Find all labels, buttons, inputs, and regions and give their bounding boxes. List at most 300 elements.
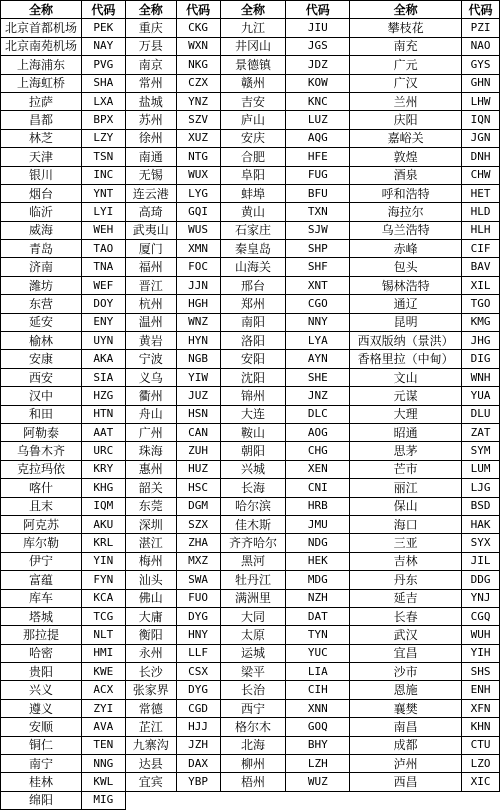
airport-name-cell: 包头 [350, 258, 462, 276]
table-row [1, 56, 500, 74]
airport-code-cell: AKU [81, 515, 125, 533]
airport-code-cell: XUZ [176, 129, 220, 147]
airport-name-cell: 保山 [350, 497, 462, 515]
airport-name-cell: 丽江 [350, 479, 462, 497]
airport-name-cell: 无锡 [125, 166, 176, 184]
airport-code-cell: WNZ [176, 313, 220, 331]
airport-name-cell: 广汉 [350, 74, 462, 92]
airport-code-cell: KRY [81, 460, 125, 478]
airport-code-cell: SZX [176, 515, 220, 533]
airport-code-cell: FOC [176, 258, 220, 276]
airport-code-cell: YBP [176, 773, 220, 791]
airport-name-cell: 思茅 [350, 442, 462, 460]
airport-name-cell: 晋江 [125, 276, 176, 294]
airport-name-cell: 杭州 [125, 295, 176, 313]
table-row [1, 148, 500, 166]
airport-code-cell: DOY [81, 295, 125, 313]
airport-name-cell: 南阳 [220, 313, 286, 331]
airport-name-cell: 桂林 [1, 773, 82, 791]
airport-name-cell: 襄樊 [350, 699, 462, 717]
airport-code-cell: AAT [81, 423, 125, 441]
airport-name-cell: 安阳 [220, 350, 286, 368]
airport-code-cell: DNH [462, 148, 500, 166]
airport-code-cell: TAO [81, 240, 125, 258]
airport-code-cell: ACX [81, 681, 125, 699]
empty-cell [125, 791, 176, 809]
airport-code-cell: CZX [176, 74, 220, 92]
airport-code-cell: SHA [81, 74, 125, 92]
airport-name-cell: 赤峰 [350, 240, 462, 258]
airport-code-cell: WNH [462, 368, 500, 386]
airport-code-cell: KWL [81, 773, 125, 791]
airport-code-cell: KRL [81, 534, 125, 552]
airport-name-cell: 张家界 [125, 681, 176, 699]
header-code: 代码 [462, 1, 500, 19]
airport-code-cell: WUH [462, 626, 500, 644]
airport-code-cell: LIA [286, 663, 350, 681]
airport-code-cell: FUG [286, 166, 350, 184]
airport-code-cell: JDZ [286, 56, 350, 74]
airport-code-cell: XMN [176, 240, 220, 258]
airport-name-cell: 黄山 [220, 203, 286, 221]
airport-name-cell: 西宁 [220, 699, 286, 717]
airport-name-cell: 南充 [350, 37, 462, 55]
table-row [1, 791, 500, 809]
table-row [1, 497, 500, 515]
table-row [1, 589, 500, 607]
airport-name-cell: 青岛 [1, 240, 82, 258]
airport-code-cell: AYN [286, 350, 350, 368]
airport-name-cell: 山海关 [220, 258, 286, 276]
table-row [1, 221, 500, 239]
airport-code-cell: MXZ [176, 552, 220, 570]
airport-name-cell: 西安 [1, 368, 82, 386]
airport-name-cell: 高琦 [125, 203, 176, 221]
airport-code-cell: LYI [81, 203, 125, 221]
airport-code-cell: TYN [286, 626, 350, 644]
airport-name-cell: 沈阳 [220, 368, 286, 386]
airport-code-cell: AVA [81, 718, 125, 736]
airport-name-cell: 牡丹江 [220, 571, 286, 589]
airport-name-cell: 南京 [125, 56, 176, 74]
airport-name-cell: 武汉 [350, 626, 462, 644]
airport-code-cell: YUC [286, 644, 350, 662]
airport-code-cell: XNN [286, 699, 350, 717]
airport-name-cell: 惠州 [125, 460, 176, 478]
airport-name-cell: 柳州 [220, 755, 286, 773]
airport-name-cell: 拉萨 [1, 92, 82, 110]
airport-code-cell: SHE [286, 368, 350, 386]
airport-code-cell: GQI [176, 203, 220, 221]
airport-code-cell: JUZ [176, 387, 220, 405]
header-row [1, 1, 500, 19]
airport-code-cell: TEN [81, 736, 125, 754]
airport-code-cell: JJN [176, 276, 220, 294]
airport-name-cell: 且末 [1, 497, 82, 515]
airport-code-cell: WXN [176, 37, 220, 55]
airport-code-cell: LUM [462, 460, 500, 478]
airport-code-cell: TNA [81, 258, 125, 276]
airport-code-cell: CNI [286, 479, 350, 497]
airport-name-cell: 锦州 [220, 387, 286, 405]
airport-name-cell: 乌鲁木齐 [1, 442, 82, 460]
airport-code-cell: LZY [81, 129, 125, 147]
airport-name-cell: 衡阳 [125, 626, 176, 644]
airport-code-cell: GOQ [286, 718, 350, 736]
header-code: 代码 [176, 1, 220, 19]
airport-name-cell: 吉林 [350, 552, 462, 570]
table-row [1, 387, 500, 405]
airport-name-cell: 黑河 [220, 552, 286, 570]
airport-code-cell: SYX [462, 534, 500, 552]
airport-name-cell: 文山 [350, 368, 462, 386]
airport-name-cell: 长海 [220, 479, 286, 497]
airport-name-cell: 芒市 [350, 460, 462, 478]
airport-code-cell: ENH [462, 681, 500, 699]
airport-code-cell: CIH [286, 681, 350, 699]
airport-code-cell: LXA [81, 92, 125, 110]
airport-code-cell: JMU [286, 515, 350, 533]
airport-code-cell: CHW [462, 166, 500, 184]
airport-name-cell: 天津 [1, 148, 82, 166]
airport-name-cell: 蚌埠 [220, 184, 286, 202]
airport-name-cell: 格尔木 [220, 718, 286, 736]
airport-code-cell: XIC [462, 773, 500, 791]
airport-code-cell: HMI [81, 644, 125, 662]
airport-code-cell: KMG [462, 313, 500, 331]
airport-code-cell: CKG [176, 19, 220, 37]
airport-code-cell: ZUH [176, 442, 220, 460]
airport-code-cell: DLC [286, 405, 350, 423]
airport-code-cell: DLU [462, 405, 500, 423]
empty-cell [350, 791, 462, 809]
table-row [1, 92, 500, 110]
airport-code-cell: DGM [176, 497, 220, 515]
airport-name-cell: 济南 [1, 258, 82, 276]
airport-name-cell: 银川 [1, 166, 82, 184]
airport-code-cell: NAY [81, 37, 125, 55]
airport-name-cell: 大理 [350, 405, 462, 423]
airport-code-cell: ZAT [462, 423, 500, 441]
airport-name-cell: 东营 [1, 295, 82, 313]
airport-name-cell: 秦皇岛 [220, 240, 286, 258]
airport-code-cell: WEF [81, 276, 125, 294]
table-row [1, 368, 500, 386]
airport-name-cell: 锡林浩特 [350, 276, 462, 294]
airport-name-cell: 铜仁 [1, 736, 82, 754]
airport-code-cell: LYA [286, 332, 350, 350]
airport-code-cell: AOG [286, 423, 350, 441]
airport-code-cell: ZYI [81, 699, 125, 717]
airport-name-cell: 哈尔滨 [220, 497, 286, 515]
airport-name-cell: 武夷山 [125, 221, 176, 239]
airport-name-cell: 榆林 [1, 332, 82, 350]
airport-code-cell: HRB [286, 497, 350, 515]
airport-name-cell: 赣州 [220, 74, 286, 92]
airport-code-cell: NNY [286, 313, 350, 331]
airport-name-cell: 攀枝花 [350, 19, 462, 37]
airport-name-cell: 富蕴 [1, 571, 82, 589]
airport-name-cell: 兴城 [220, 460, 286, 478]
airport-code-cell: HLD [462, 203, 500, 221]
airport-code-cell: BPX [81, 111, 125, 129]
table-row [1, 423, 500, 441]
airport-name-cell: 长治 [220, 681, 286, 699]
airport-name-cell: 福州 [125, 258, 176, 276]
airport-code-cell: HAK [462, 515, 500, 533]
airport-name-cell: 梁平 [220, 663, 286, 681]
airport-name-cell: 汉中 [1, 387, 82, 405]
airport-code-cell: WEH [81, 221, 125, 239]
airport-name-cell: 潍坊 [1, 276, 82, 294]
airport-name-cell: 九寨沟 [125, 736, 176, 754]
table-row [1, 332, 500, 350]
airport-code-cell: TXN [286, 203, 350, 221]
airport-name-cell: 大庸 [125, 607, 176, 625]
airport-code-cell: KOW [286, 74, 350, 92]
airport-code-cell: CTU [462, 736, 500, 754]
airport-name-cell: 塔城 [1, 607, 82, 625]
airport-code-cell: KHN [462, 718, 500, 736]
airport-code-cell: YNJ [462, 589, 500, 607]
airport-code-cell: MDG [286, 571, 350, 589]
airport-name-cell: 喀什 [1, 479, 82, 497]
airport-name-cell: 西昌 [350, 773, 462, 791]
airport-code-cell: NLT [81, 626, 125, 644]
empty-cell [220, 791, 286, 809]
airport-code-cell: LLF [176, 644, 220, 662]
table-row [1, 350, 500, 368]
table-row [1, 460, 500, 478]
airport-name-cell: 广元 [350, 56, 462, 74]
airport-name-cell: 朝阳 [220, 442, 286, 460]
airport-name-cell: 景德镇 [220, 56, 286, 74]
table-row [1, 755, 500, 773]
airport-code-cell: KWE [81, 663, 125, 681]
airport-name-cell: 常德 [125, 699, 176, 717]
airport-name-cell: 长沙 [125, 663, 176, 681]
airport-code-cell: DYG [176, 607, 220, 625]
airport-name-cell: 阜阳 [220, 166, 286, 184]
empty-cell [286, 791, 350, 809]
airport-name-cell: 梅州 [125, 552, 176, 570]
airport-name-cell: 三亚 [350, 534, 462, 552]
airport-name-cell: 泸州 [350, 755, 462, 773]
airport-name-cell: 洛阳 [220, 332, 286, 350]
airport-code-cell: TGO [462, 295, 500, 313]
airport-code-cell: HNY [176, 626, 220, 644]
airport-name-cell: 达县 [125, 755, 176, 773]
airport-code-cell: NZH [286, 589, 350, 607]
header-full-name: 全称 [1, 1, 82, 19]
airport-code-cell: XFN [462, 699, 500, 717]
airport-code-cell: HLH [462, 221, 500, 239]
airport-code-cell: PEK [81, 19, 125, 37]
airport-name-cell: 东莞 [125, 497, 176, 515]
table-row [1, 626, 500, 644]
airport-name-cell: 克拉玛依 [1, 460, 82, 478]
airport-name-cell: 贵阳 [1, 663, 82, 681]
airport-code-cell: DYG [176, 681, 220, 699]
airport-name-cell: 酒泉 [350, 166, 462, 184]
airport-name-cell: 和田 [1, 405, 82, 423]
table-row [1, 479, 500, 497]
airport-name-cell: 义乌 [125, 368, 176, 386]
airport-code-cell: SHF [286, 258, 350, 276]
airport-code-cell: CSX [176, 663, 220, 681]
airport-name-cell: 韶关 [125, 479, 176, 497]
airport-code-cell: LZH [286, 755, 350, 773]
airport-code-cell: HEK [286, 552, 350, 570]
airport-code-cell: HSN [176, 405, 220, 423]
airport-name-cell: 石家庄 [220, 221, 286, 239]
airport-name-cell: 成都 [350, 736, 462, 754]
airport-name-cell: 安顺 [1, 718, 82, 736]
airport-name-cell: 林芝 [1, 129, 82, 147]
airport-name-cell: 遵义 [1, 699, 82, 717]
airport-code-cell: LJG [462, 479, 500, 497]
airport-code-cell: XNT [286, 276, 350, 294]
airport-name-cell: 北京首都机场 [1, 19, 82, 37]
airport-name-cell: 运城 [220, 644, 286, 662]
airport-name-cell: 宜宾 [125, 773, 176, 791]
airport-name-cell: 满洲里 [220, 589, 286, 607]
airport-code-cell: WUS [176, 221, 220, 239]
airport-name-cell: 合肥 [220, 148, 286, 166]
table-row [1, 607, 500, 625]
airport-name-cell: 哈密 [1, 644, 82, 662]
table-row [1, 203, 500, 221]
table-row [1, 552, 500, 570]
airport-name-cell: 延吉 [350, 589, 462, 607]
header-full-name: 全称 [220, 1, 286, 19]
airport-name-cell: 安康 [1, 350, 82, 368]
airport-code-cell: LHW [462, 92, 500, 110]
table-row [1, 681, 500, 699]
airport-code-cell: JGN [462, 129, 500, 147]
airport-name-cell: 呼和浩特 [350, 184, 462, 202]
airport-name-cell: 庐山 [220, 111, 286, 129]
header-code: 代码 [286, 1, 350, 19]
airport-name-cell: 盐城 [125, 92, 176, 110]
airport-code-cell: NAO [462, 37, 500, 55]
airport-name-cell: 齐齐哈尔 [220, 534, 286, 552]
airport-code-cell: KHG [81, 479, 125, 497]
airport-code-cell: HFE [286, 148, 350, 166]
airport-name-cell: 佛山 [125, 589, 176, 607]
header-code: 代码 [81, 1, 125, 19]
airport-code-cell: KNC [286, 92, 350, 110]
airport-code-cell: CGQ [462, 607, 500, 625]
airport-code-cell: GHN [462, 74, 500, 92]
airport-code-cell: SIA [81, 368, 125, 386]
empty-cell [462, 791, 500, 809]
airport-code-cell: CGD [176, 699, 220, 717]
airport-code-cell: HJJ [176, 718, 220, 736]
airport-name-cell: 库尔勒 [1, 534, 82, 552]
airport-code-cell: SHS [462, 663, 500, 681]
empty-cell [176, 791, 220, 809]
airport-name-cell: 威海 [1, 221, 82, 239]
airport-code-cell: PVG [81, 56, 125, 74]
airport-name-cell: 敦煌 [350, 148, 462, 166]
airport-name-cell: 佳木斯 [220, 515, 286, 533]
airport-name-cell: 郑州 [220, 295, 286, 313]
airport-code-cell: BFU [286, 184, 350, 202]
airport-name-cell: 上海虹桥 [1, 74, 82, 92]
airport-code-cell: XEN [286, 460, 350, 478]
airport-code-cell: XIL [462, 276, 500, 294]
airport-code-cell: LYG [176, 184, 220, 202]
airport-code-cell: GYS [462, 56, 500, 74]
airport-name-cell: 伊宁 [1, 552, 82, 570]
table-row [1, 663, 500, 681]
airport-name-cell: 舟山 [125, 405, 176, 423]
table-row [1, 276, 500, 294]
table-row [1, 442, 500, 460]
airport-name-cell: 常州 [125, 74, 176, 92]
airport-code-cell: SYM [462, 442, 500, 460]
airport-name-cell: 长春 [350, 607, 462, 625]
airport-name-cell: 安庆 [220, 129, 286, 147]
airport-code-cell: JIU [286, 19, 350, 37]
table-row [1, 534, 500, 552]
airport-name-cell: 宁波 [125, 350, 176, 368]
airport-code-cell: YNZ [176, 92, 220, 110]
airport-name-cell: 昭通 [350, 423, 462, 441]
airport-code-cell: HSC [176, 479, 220, 497]
table-row [1, 515, 500, 533]
airport-name-cell: 衢州 [125, 387, 176, 405]
table-row [1, 571, 500, 589]
airport-name-cell: 昆明 [350, 313, 462, 331]
airport-code-cell: HTN [81, 405, 125, 423]
table-row [1, 240, 500, 258]
airport-code-cell: UYN [81, 332, 125, 350]
airport-code-cell: ZHA [176, 534, 220, 552]
airport-code-cell: NKG [176, 56, 220, 74]
airport-code-cell: JZH [176, 736, 220, 754]
table-row [1, 644, 500, 662]
airport-name-cell: 兴义 [1, 681, 82, 699]
airport-name-cell: 大连 [220, 405, 286, 423]
table-row [1, 773, 500, 791]
airport-code-cell: HET [462, 184, 500, 202]
table-row [1, 699, 500, 717]
airport-name-cell: 徐州 [125, 129, 176, 147]
table-row [1, 313, 500, 331]
table-row [1, 405, 500, 423]
table-row [1, 37, 500, 55]
airport-code-cell: INC [81, 166, 125, 184]
table-row [1, 184, 500, 202]
airport-code-cell: AQG [286, 129, 350, 147]
airport-name-cell: 北京南苑机场 [1, 37, 82, 55]
airport-name-cell: 阿克苏 [1, 515, 82, 533]
airport-name-cell: 深圳 [125, 515, 176, 533]
airport-name-cell: 南通 [125, 148, 176, 166]
table-row [1, 129, 500, 147]
airport-code-cell: JHG [462, 332, 500, 350]
airport-name-cell: 昌都 [1, 111, 82, 129]
airport-code-cell: BHY [286, 736, 350, 754]
airport-name-cell: 珠海 [125, 442, 176, 460]
table-body [1, 19, 500, 810]
airport-code-cell: NNG [81, 755, 125, 773]
airport-name-cell: 永州 [125, 644, 176, 662]
airport-code-cell: CHG [286, 442, 350, 460]
airport-name-cell: 兰州 [350, 92, 462, 110]
